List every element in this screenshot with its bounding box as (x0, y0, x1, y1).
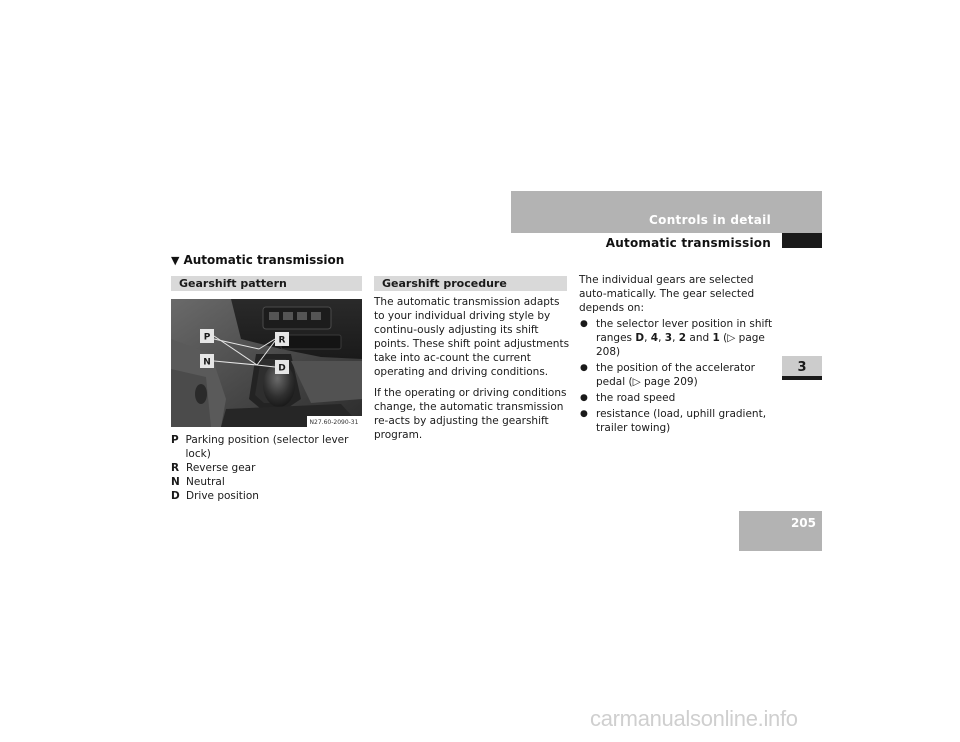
bullet-icon: ● (580, 319, 588, 329)
legend-text: Neutral (186, 476, 225, 488)
main-heading-text: Automatic transmission (183, 253, 345, 267)
list-item (579, 361, 779, 389)
gear-2: 2 (678, 332, 687, 344)
gearshift-pattern-header: Gearshift pattern (171, 276, 362, 291)
page-reference[interactable]: (▷ page 208) (596, 332, 765, 358)
gearshift-procedure-header: Gearshift procedure (374, 276, 567, 291)
gearshift-photo (171, 299, 362, 427)
label-p: P (203, 332, 211, 343)
list-item (579, 407, 779, 435)
gear-d: D (635, 332, 645, 344)
gear-3: 3 (664, 332, 673, 344)
triangle-down-icon: ▼ (171, 254, 180, 267)
legend-key: N (171, 476, 180, 488)
gear-selection-intro: The individual gears are selected auto-matically. The gear selected depends on: (579, 274, 755, 314)
gear-factor-list (579, 317, 779, 435)
main-heading (171, 253, 344, 267)
procedure-paragraph-1: The automatic transmission adapts to your individual driving style by continu-ously adjusting its shift points. These shift point adjustments take into ac-count the current operating and driving conditions. (374, 296, 570, 378)
list-item (579, 391, 779, 405)
list-item (579, 317, 779, 359)
label-r: R (278, 335, 286, 346)
watermark: carmanualsonline.info (590, 706, 798, 731)
separator: and (686, 332, 713, 344)
legend-key: R (171, 462, 180, 474)
legend-key: P (171, 434, 179, 446)
gear-selection-text (579, 273, 779, 437)
legend-text: Parking position (selector lever lock) (185, 434, 349, 460)
list-item-text: resistance (load, uphill gradient, trailer towing) (596, 408, 767, 434)
section-title: Automatic transmission (605, 236, 771, 250)
chapter-title: Controls in detail (649, 213, 771, 227)
chapter-number: 3 (797, 360, 807, 375)
list-item-text: the road speed (596, 392, 676, 404)
legend-text: Reverse gear (186, 462, 256, 474)
legend-row (171, 489, 371, 503)
gear-4: 4 (650, 332, 659, 344)
legend-key: D (171, 490, 180, 502)
header-tab-marker (782, 233, 822, 248)
legend-text: Drive position (186, 490, 259, 502)
label-n: N (203, 357, 211, 368)
label-d: D (278, 363, 286, 374)
page-number: 205 (790, 516, 816, 530)
legend-row (171, 433, 371, 461)
image-ref-code: N27.60-2090-31 (309, 419, 359, 426)
list-item-text: the selector lever position in shift ranges (596, 318, 773, 344)
separator: , (672, 332, 679, 344)
separator: , (644, 332, 651, 344)
separator: , (658, 332, 665, 344)
procedure-paragraph-2: If the operating or driving conditions change, the automatic transmission re-acts by adjusting the gearshift program. (374, 387, 567, 441)
gear-1: 1 (712, 332, 720, 344)
procedure-text (374, 295, 572, 449)
legend-row (171, 475, 371, 489)
bullet-icon: ● (580, 409, 588, 419)
list-item-text: the position of the accelerator pedal (▷ page 209) (596, 362, 755, 388)
bullet-icon: ● (580, 393, 588, 403)
gear-legend (171, 433, 371, 503)
bullet-icon: ● (580, 363, 588, 373)
legend-row (171, 461, 371, 475)
